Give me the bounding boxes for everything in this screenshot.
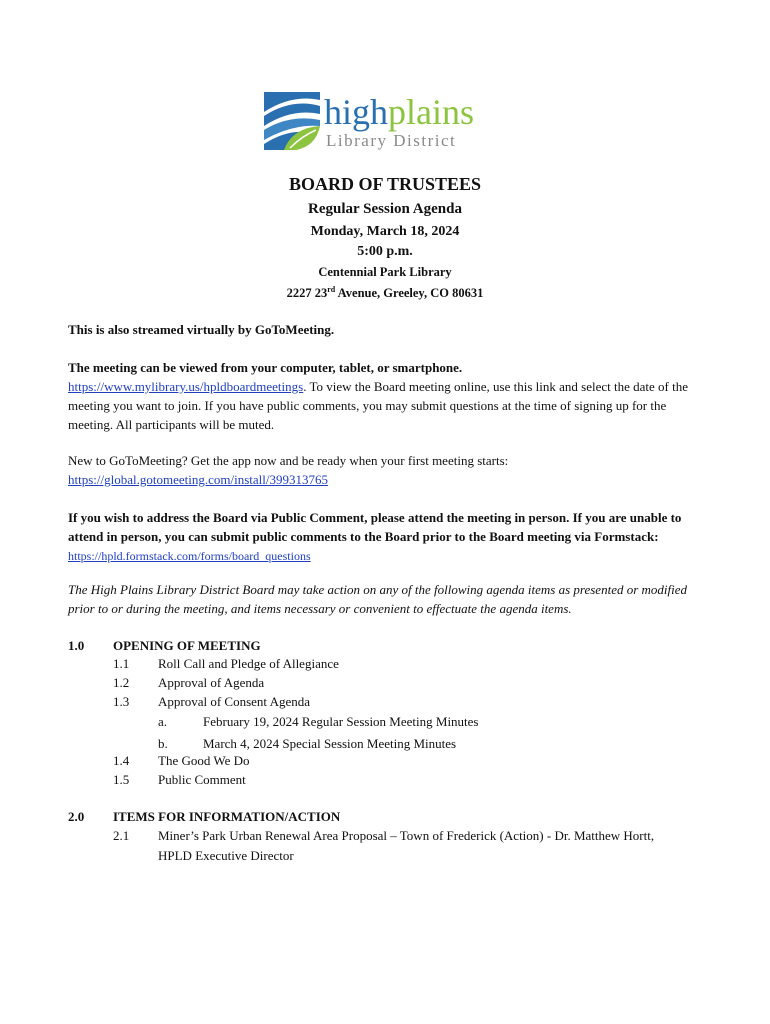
item-text: Approval of Agenda [158,675,265,690]
item-number: 1.1 [113,656,130,671]
section-heading [0,809,770,828]
subitem-letter: b. [158,736,168,751]
logo-mark-icon [264,92,320,150]
section-number: 2.0 [68,809,85,824]
disclaimer: The High Plains Library District Board may take action on any of the following agenda items as presented or modified prior to or during the meeting, and items necessary or convenient to effectuate the agenda items. [68,582,688,616]
agenda-item [0,828,770,847]
item-number: 1.4 [113,753,130,768]
meeting-time: 5:00 p.m. [357,244,413,259]
agenda-type: Regular Session Agenda [308,201,462,217]
board-meetings-link[interactable]: https://www.mylibrary.us/hpldboardmeetings [68,379,304,394]
item-number: 1.3 [113,694,130,709]
meeting-venue: Centennial Park Library [318,265,452,279]
viewing-text: . To view the Board meeting online, use this link and select the date of the meeting you want to join. If you have public comments, you may submit questions at the time of signing up for the meeting. All participants will be muted. [68,379,688,432]
meeting-date: Monday, March 18, 2024 [310,224,460,239]
viewing-heading: The meeting can be viewed from your computer, tablet, or smartphone. [68,360,463,375]
section-number: 1.0 [68,638,85,653]
public-comment-text: If you wish to address the Board via Public Comment, please attend the meeting in person. If you are unable to attend in person, you can submit public comments to the Board prior to the Board meeting via Formstack: [68,510,682,544]
logo-subtitle: Library District [326,131,457,150]
subitem-text: March 4, 2024 Special Session Meeting Minutes [203,736,457,751]
streamed-note: This is also streamed virtually by GoToMeeting. [68,322,335,337]
item-text: Public Comment [158,772,246,787]
section-heading [0,638,770,657]
gotomeeting-install-link[interactable]: https://global.gotomeeting.com/install/399313765 [68,472,328,487]
agenda-item-continued [0,848,770,867]
svg-text:highplains: highplains [324,92,475,132]
viewing-paragraph [68,358,708,434]
item-number: 1.5 [113,772,130,787]
item-text: The Good We Do [158,753,250,768]
section-title: ITEMS FOR INFORMATION/ACTION [113,809,341,824]
page-title: BOARD OF TRUSTEES [288,174,482,194]
gotomeeting-paragraph [68,451,708,489]
item-text-continued: HPLD Executive Director [158,848,294,863]
agenda-subitem [0,714,770,733]
subitem-text: February 19, 2024 Regular Session Meeting Minutes [203,714,479,729]
item-number: 2.1 [113,828,130,843]
item-number: 1.2 [113,675,130,690]
hpld-logo [262,90,512,152]
agenda-item [0,772,770,791]
agenda-item [0,675,770,694]
formstack-link[interactable]: https://hpld.formstack.com/forms/board_questions [68,549,311,563]
agenda-item [0,753,770,772]
subitem-letter: a. [158,714,168,729]
item-text: Miner’s Park Urban Renewal Area Proposal – Town of Frederick (Action) - Dr. Matthew Hortt, [158,828,655,843]
agenda-item [0,656,770,675]
item-text: Roll Call and Pledge of Allegiance [158,656,339,671]
agenda-item [0,694,770,713]
gotomeeting-text: New to GoToMeeting? Get the app now and be ready when your first meeting starts: [68,453,509,468]
logo-graphic [262,90,512,152]
item-text: Approval of Consent Agenda [158,694,311,709]
meeting-address: 2227 23rd Avenue, Greeley, CO 80631 [286,285,484,301]
section-title: OPENING OF MEETING [113,638,261,653]
public-comment-paragraph [68,508,708,566]
